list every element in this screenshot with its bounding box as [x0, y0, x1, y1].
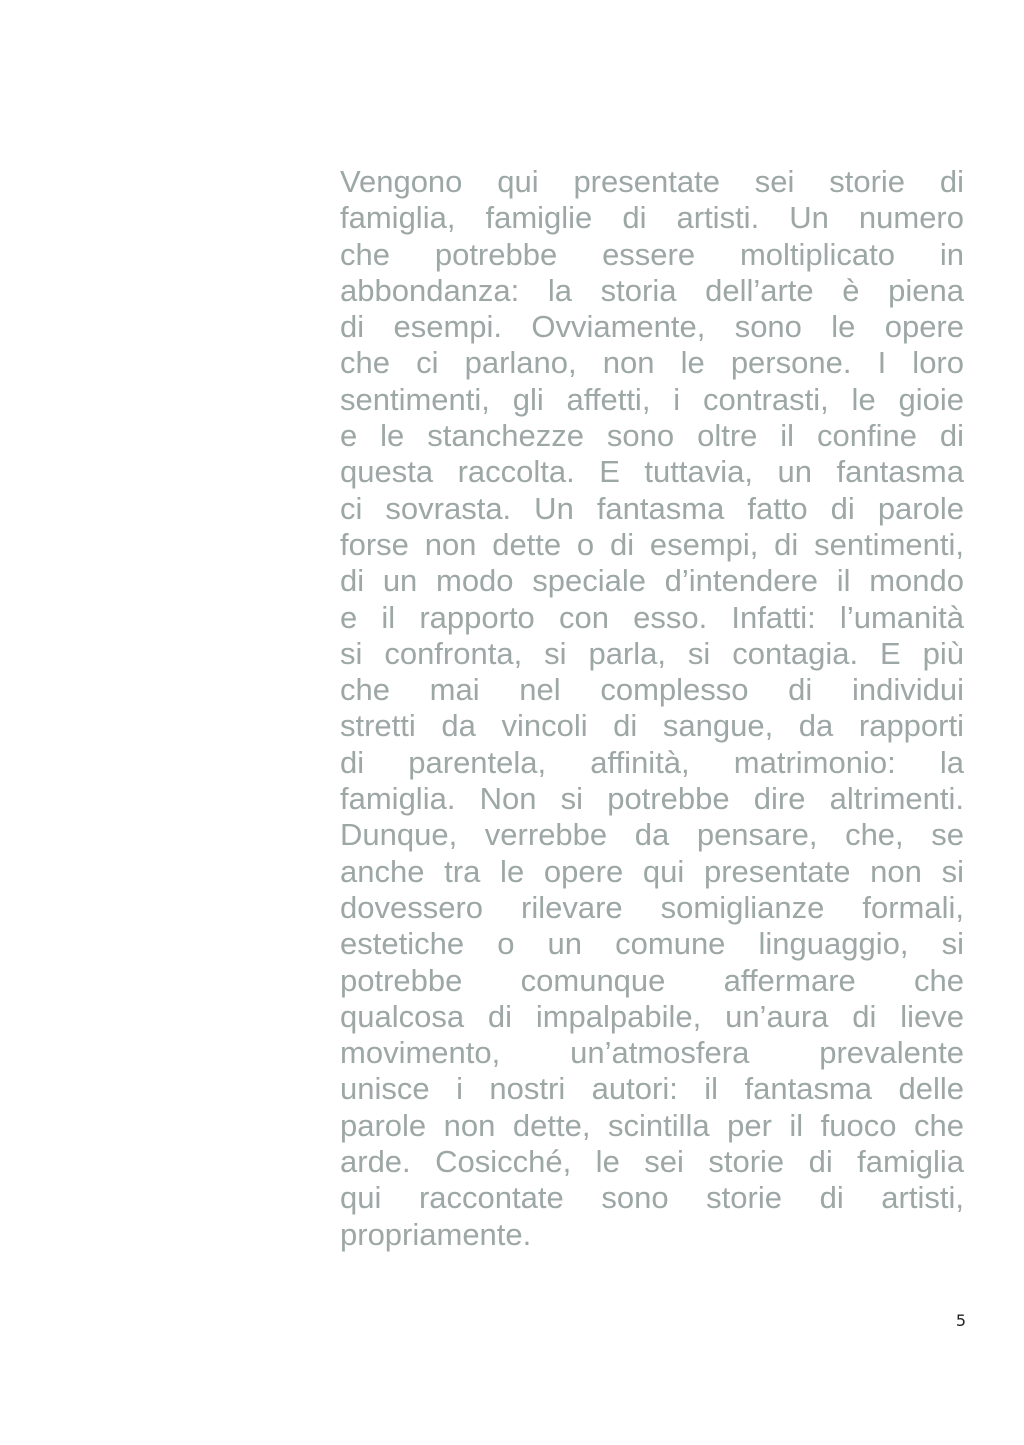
- text-line: che ci parlano, non le persone. I loro: [340, 345, 964, 381]
- text-line: estetiche o un comune linguaggio, si: [340, 926, 964, 962]
- text-line: e il rapporto con esso. Infatti: l’umanità: [340, 599, 964, 635]
- text-line: che mai nel complesso di individui: [340, 672, 964, 708]
- text-line: questa raccolta. E tuttavia, un fantasma: [340, 454, 964, 490]
- page-number: 5: [955, 1311, 966, 1330]
- text-line: stretti da vincoli di sangue, da rapporti: [340, 708, 964, 744]
- text-line: forse non dette o di esempi, di sentimenti,: [340, 526, 964, 562]
- text-line: Dunque, verrebbe da pensare, che, se: [340, 817, 964, 853]
- text-line: arde. Cosicché, le sei storie di famiglia: [340, 1144, 964, 1180]
- text-line: sentimenti, gli affetti, i contrasti, le gioie: [340, 381, 964, 417]
- body-text: [340, 164, 964, 1253]
- text-line: anche tra le opere qui presentate non si: [340, 853, 964, 889]
- text-line: qualcosa di impalpabile, un’aura di lieve: [340, 998, 964, 1034]
- text-line: parole non dette, scintilla per il fuoco che: [340, 1107, 964, 1143]
- text-line: e le stanchezze sono oltre il confine di: [340, 418, 964, 454]
- text-line: unisce i nostri autori: il fantasma delle: [340, 1071, 964, 1107]
- text-line: Vengono qui presentate sei storie di: [340, 164, 964, 199]
- text-line: dovessero rilevare somiglianze formali,: [340, 889, 964, 925]
- text-line: si confronta, si parla, si contagia. E più: [340, 635, 964, 671]
- text-line: di esempi. Ovviamente, sono le opere: [340, 309, 964, 345]
- text-line: qui raccontate sono storie di artisti,: [340, 1180, 964, 1216]
- text-line: di un modo speciale d’intendere il mondo: [340, 563, 964, 599]
- text-line: famiglia, famiglie di artisti. Un numero: [340, 200, 964, 236]
- text-line: di parentela, affinità, matrimonio: la: [340, 744, 964, 780]
- text-line: potrebbe comunque affermare che: [340, 962, 964, 998]
- text-line: propriamente.: [340, 1216, 532, 1252]
- text-line: abbondanza: la storia dell’arte è piena: [340, 272, 964, 308]
- text-line: che potrebbe essere moltiplicato in: [340, 236, 964, 272]
- text-line: famiglia. Non si potrebbe dire altrimenti.: [340, 781, 964, 817]
- text-line: movimento, un’atmosfera prevalente: [340, 1035, 964, 1071]
- text-line: ci sovrasta. Un fantasma fatto di parole: [340, 490, 964, 526]
